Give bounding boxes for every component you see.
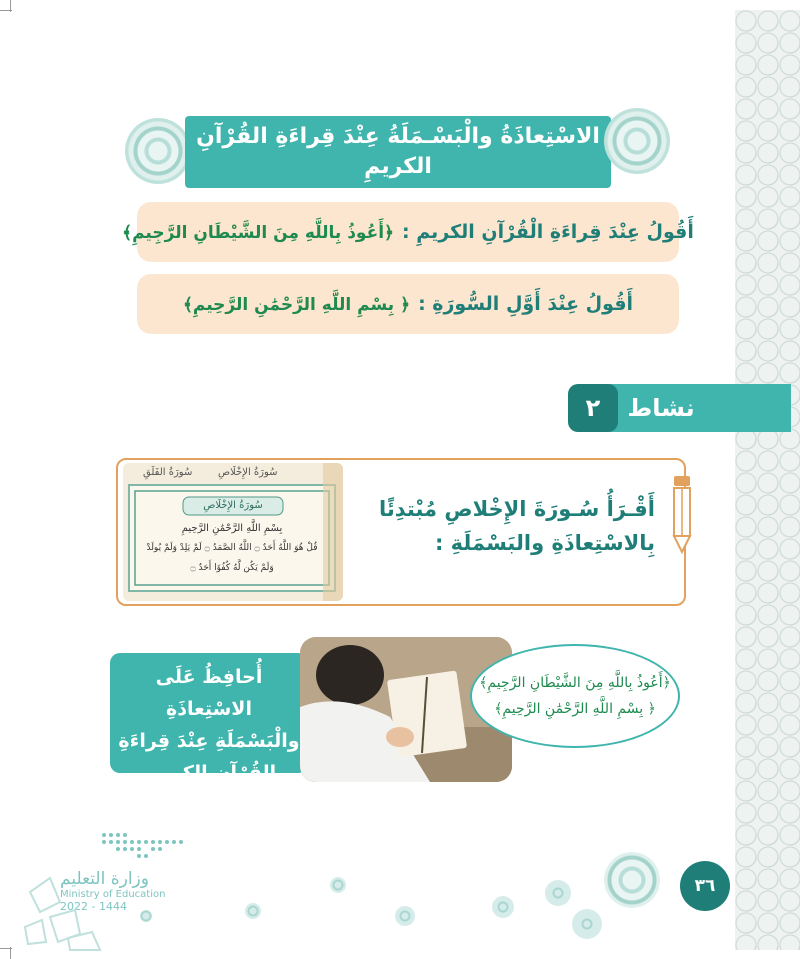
quran-verse-line1: قُلْ هُوَ اللَّهُ أَحَدٌ ۝ اللَّهُ الصَّمَدُ ۝ لَمْ يَلِدْ وَلَمْ يُولَدْ <box>146 543 318 553</box>
ministry-name-arabic: وزارة التعليم <box>60 869 149 889</box>
activity-instruction-line2: بِالاسْتِعاذَةِ والبَسْمَلَةِ : <box>434 531 655 555</box>
flower-icon <box>395 906 415 926</box>
rule-verse: ﴿ بِسْمِ اللَّهِ الرَّحْمَٰنِ الرَّحِيمِ﴾ <box>182 294 411 315</box>
quran-surah-frame: سُورَةُ الإِخْلَاصِ <box>203 500 263 511</box>
crop-mark <box>10 947 11 959</box>
quran-page-image <box>123 463 343 601</box>
rosette-right-icon <box>604 108 670 174</box>
ministry-dots-logo-icon <box>98 829 188 859</box>
rosette-left-icon <box>125 118 191 184</box>
flower-icon <box>492 896 514 918</box>
flower-icon <box>572 909 602 939</box>
lesson-title-line1: الاسْتِعاذَةُ والْبَسْـمَلَةُ عِنْدَ قِراءَةِ القُرْآنِ <box>196 124 600 149</box>
activity-label: نشاط <box>627 394 695 422</box>
ministry-name-english: Ministry of Education <box>60 889 166 900</box>
page-number: ٣٦ <box>680 861 730 911</box>
speech-line2: ﴿ بِسْمِ اللَّهِ الرَّحْمَٰنِ الرَّحِيمِ﴾ <box>494 701 656 717</box>
activity-instruction <box>355 492 655 560</box>
lesson-title-line2: الكريمِ <box>364 154 432 179</box>
rule-verse: ﴿أَعُوذُ بِاللَّهِ مِنَ الشَّيْطَانِ الرَّجِيمِ﴾ <box>122 222 394 243</box>
crop-mark <box>10 0 11 12</box>
geometric-outline-icon <box>20 872 110 952</box>
activity-number: ٢ <box>568 384 618 432</box>
pencil-icon <box>672 474 692 554</box>
quran-header-right: سُورَةُ الإِخْلَاصِ <box>218 467 278 478</box>
rule-box-surah <box>137 274 679 334</box>
reminder-line1: أُحافِظُ عَلَى الاسْتِعاذَةِ <box>155 666 263 720</box>
footer-rosette-icon <box>604 852 660 908</box>
reminder-line2: والْبَسْمَلَةِ عِنْدَ قِراءَةِ <box>118 730 300 752</box>
rule-label: أَقُولُ عِنْدَ قِراءَةِ الْقُرْآنِ الكريمِ : <box>402 221 694 243</box>
quran-verse-line2: وَلَمْ يَكُن لَّهُ كُفُوًا أَحَدٌ ۝ <box>190 563 274 573</box>
reminder-box <box>110 653 308 784</box>
flower-icon <box>245 903 261 919</box>
rule-label: أَقُولُ عِنْدَ أَوَّلِ السُّورَةِ : <box>418 293 634 315</box>
activity-instruction-line1: أَقْـرَأُ سُـورَةَ الإِخْلاصِ مُبْتدِئًا <box>378 497 655 521</box>
rule-box-quran <box>122 202 694 262</box>
flower-icon <box>330 877 346 893</box>
quran-basmala: بِسْمِ اللَّهِ الرَّحْمَٰنِ الرَّحِيمِ <box>181 523 283 534</box>
ministry-year: 2022 - 1444 <box>60 900 127 913</box>
reminder-line3: القُرْآنِ الكرِيمِ. <box>141 762 277 784</box>
lesson-title <box>185 116 611 188</box>
speech-line1: ﴿أَعُوذُ بِاللَّهِ مِنَ الشَّيْطَانِ الرَّجِيمِ﴾ <box>479 675 671 691</box>
quran-header-left: سُورَةُ الفَلَقِ <box>143 467 193 478</box>
flower-icon <box>545 880 571 906</box>
speech-bubble <box>470 644 680 748</box>
decorative-pattern-strip <box>735 10 800 950</box>
